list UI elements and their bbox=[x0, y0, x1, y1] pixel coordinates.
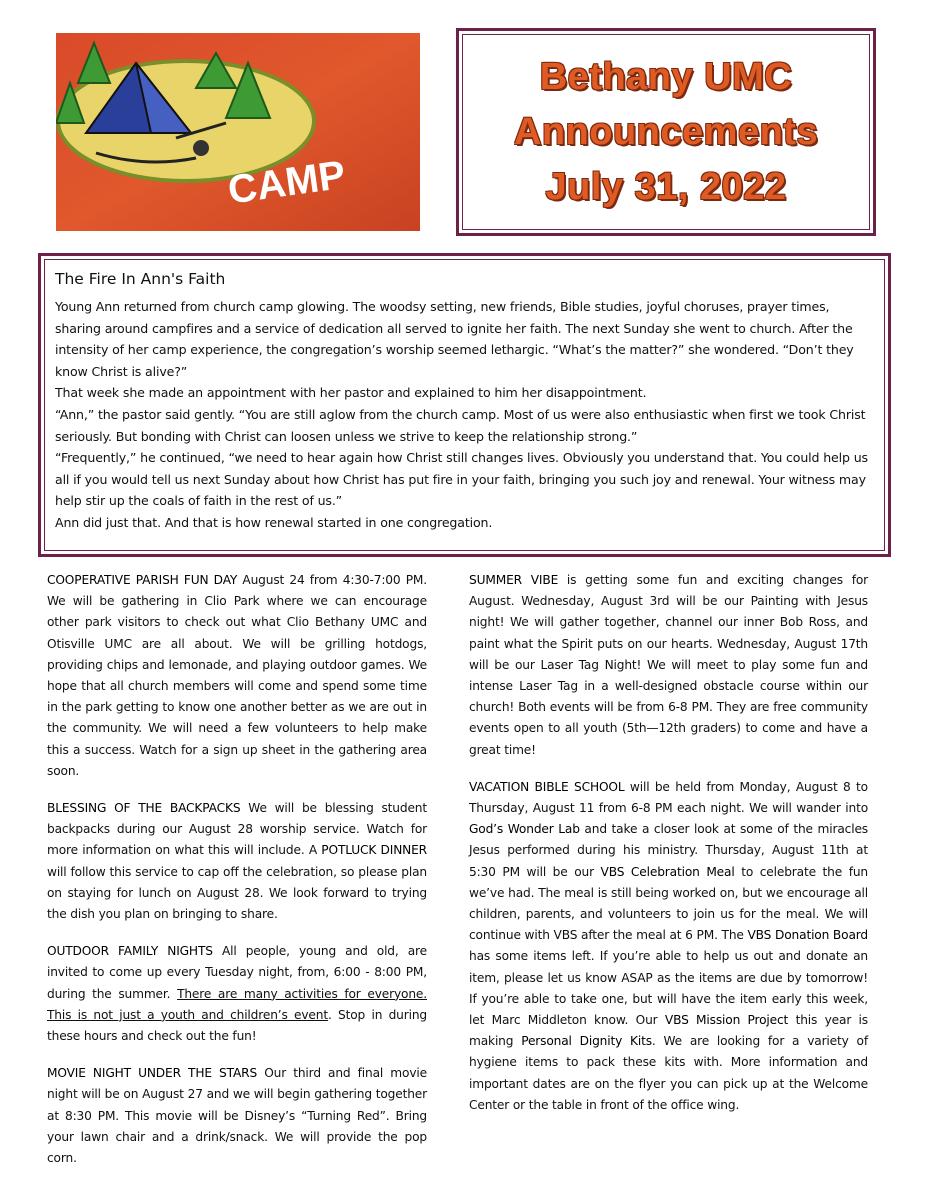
title-frame bbox=[456, 28, 876, 236]
vbs-announcement bbox=[469, 777, 868, 1116]
family-nights-heading: OUTDOOR FAMILY NIGHTS bbox=[47, 944, 213, 959]
potluck-heading: POTLUCK DINNER bbox=[321, 843, 427, 858]
family-nights-body-2: . Stop in during these hours and check out the fun! bbox=[47, 1007, 428, 1044]
fun-day-heading: COOPERATIVE PARISH FUN DAY bbox=[47, 573, 238, 587]
movie-night-announcement bbox=[47, 1063, 427, 1169]
summer-vibe-body: is getting some fun and exciting changes for August. Wednesday, August 3rd will be our Painting with Jesus night! We will gather together, channel our inner Bob Ross, and paint what the Spirit puts on our hearts. Wednesday, August 17th will be our Laser Tag Night! We will meet to play some fun and intense Laser Tag in a well-designed obstacle course within our church! Both events will be from 6-8 PM. They are free community events open to all youth (5th—12th graders) to come and have a great time! bbox=[469, 573, 868, 757]
movie-night-body: Our third and final movie night will be on August 27 and we will begin gathering together at 8:30 PM. This movie will be Disney’s “Turning Red”. Bring your lawn chair and a drink/snack. We will provide the pop corn. bbox=[47, 1066, 427, 1166]
title-church-name: Bethany UMC bbox=[539, 55, 793, 98]
summer-vibe-announcement bbox=[469, 570, 868, 761]
backpacks-body-1: We will be blessing student backpacks during our August 28 worship service. Watch for more information on what this will include. A bbox=[47, 801, 428, 858]
story-paragraph-3: “Ann,” the pastor said gently. “You are still aglow from the church camp. Most of us were also enthusiastic when first we took Christ seriously. But bonding with Christ can loosen unless we strive to keep the relationship strong.” bbox=[55, 406, 866, 444]
vbs-text-6: . We are looking for a variety of hygiene items to pack these kits with. More information and important dates are on the flyer you can pick up at the Welcome Center or the table in front of the office wing. bbox=[469, 1034, 868, 1112]
vbs-celebration-meal: VBS Celebration Meal bbox=[600, 864, 735, 879]
camp-label: CAMP bbox=[225, 152, 349, 213]
vbs-dignity-kits: Personal Dignity Kits bbox=[521, 1034, 652, 1049]
left-column bbox=[47, 570, 427, 1185]
vbs-text-2: and take a closer look at some of the miracles Jesus performed during his ministry. Thursday, August 11th at 5:30 PM will be our bbox=[469, 822, 868, 879]
summer-vibe-heading: SUMMER VIBE bbox=[469, 573, 559, 587]
story-paragraph-2: That week she made an appointment with her pastor and explained to him her disappointment. bbox=[55, 385, 647, 401]
fun-day-announcement bbox=[47, 570, 427, 782]
backpacks-heading: BLESSING OF THE BACKPACKS bbox=[47, 801, 241, 816]
story-inner-frame bbox=[44, 259, 885, 551]
vbs-mission-project: VBS Mission Project bbox=[664, 1013, 789, 1028]
story-paragraph-5: Ann did just that. And that is how renewal started in one congregation. bbox=[55, 514, 493, 530]
story-frame bbox=[38, 253, 891, 557]
vbs-text-4: has some items left. If you’re able to help us out and donate an item, please let us know ASAP as the items are due by tomorrow! If you’re able to take one, but will have the item early this week, let Marc Middleton know. Our bbox=[469, 949, 868, 1028]
story-paragraph-4: “Frequently,” he continued, “we need to hear again how Christ still changes lives. Obviously you understand that. You could help us all if you would tell us next Sunday about how Christ has put fire in your faith, bringing you such joy and renewal. Your witness may help stir up the coals of faith in the rest of us.” bbox=[55, 450, 868, 509]
vbs-text-3: to celebrate the fun we’ve had. The meal is still being worked on, but we encourage all children, parents, and volunteers to join us for the meal. We will continue with VBS after the meal at 6 PM. The bbox=[469, 864, 868, 943]
backpacks-announcement bbox=[47, 798, 427, 925]
vbs-text-5: this year is making bbox=[469, 1013, 868, 1049]
title-announcements: Announcements bbox=[513, 110, 819, 153]
movie-night-heading: MOVIE NIGHT UNDER THE STARS bbox=[47, 1066, 258, 1081]
fun-day-body: August 24 from 4:30-7:00 PM. We will be gathering in Clio Park where we can encourage other park visitors to check out what Clio Bethany UMC and Otisville UMC are all about. We will be grilling hotdogs, providing chips and lemonade, and playing outdoor games. We hope that all church members will come and spend some time in the park getting to know one another better as we are out in the community. We will need a few volunteers to help make this a success. Watch for a sign up sheet in the gathering area soon. bbox=[47, 573, 427, 778]
story-title: The Fire In Ann's Faith bbox=[55, 270, 226, 288]
story-paragraph-1: Young Ann returned from church camp glowing. The woodsy setting, new friends, Bible studies, joyful choruses, prayer times, sharing around campfires and a service of dedication all served to ignite her faith. The next Sunday she went to church. After the intensity of her camp experience, the congregation’s worship seemed lethargic. “What’s the matter?” she wondered. “Don’t they know Christ is alive?” bbox=[55, 299, 854, 379]
camp-illustration bbox=[56, 33, 420, 231]
family-nights-announcement bbox=[47, 941, 427, 1047]
family-nights-underlined: There are many activities for everyone. This is not just a youth and children’s event bbox=[47, 986, 427, 1022]
backpacks-body-2: will follow this service to cap off the celebration, so please plan on staying for lunch on August 28. We look forward to trying the dish you plan on bringing to share. bbox=[47, 864, 427, 922]
family-nights-body-1: All people, young and old, are invited to come up every Tuesday night, from, 6:00 - 8:00 PM, during the summer. bbox=[47, 944, 427, 1001]
vbs-heading: VACATION BIBLE SCHOOL bbox=[469, 779, 625, 794]
camp-logo-image bbox=[56, 33, 420, 231]
vbs-text-1: will be held from Monday, August 8 to Thursday, August 11 from 6-8 PM each night. We will wander into bbox=[469, 779, 868, 816]
right-column bbox=[469, 570, 868, 1132]
vbs-donation-board: VBS Donation Board bbox=[747, 928, 868, 943]
title-date: July 31, 2022 bbox=[545, 165, 787, 208]
title-inner-frame bbox=[462, 34, 870, 230]
vbs-wonder-lab: God’s Wonder Lab bbox=[469, 822, 580, 837]
